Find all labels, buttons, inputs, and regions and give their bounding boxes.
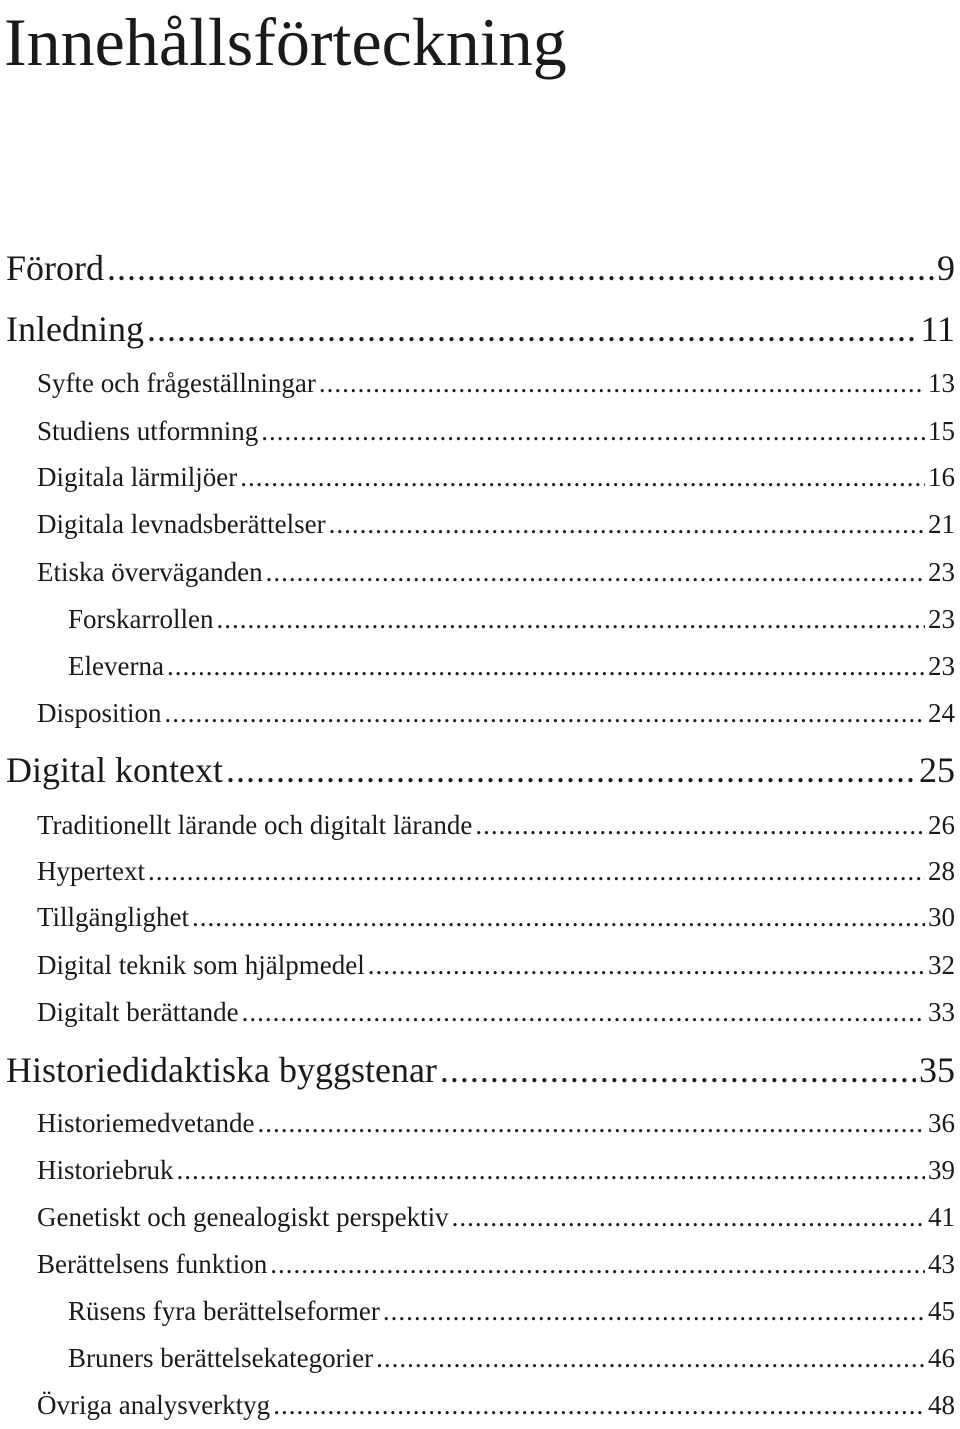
toc-entry-traditionellt-larande[interactable] <box>37 808 955 842</box>
toc-entry-page: 41 <box>928 1202 955 1232</box>
toc-entry-historiemedvetande[interactable] <box>37 1106 955 1140</box>
toc-entry-label: Övriga analysverktyg <box>37 1390 271 1420</box>
dot-leader <box>240 460 925 494</box>
toc-entry-label: Eleverna <box>68 651 164 681</box>
toc-entry-label: Traditionellt lärande och digitalt lärande <box>37 810 473 840</box>
toc-entry-historiebruk[interactable] <box>37 1153 955 1187</box>
toc-entry-page: 21 <box>928 509 955 539</box>
toc-entry-digitala-larmiljoer[interactable] <box>37 460 955 494</box>
toc-entry-page: 33 <box>928 997 955 1027</box>
toc-entry-page: 43 <box>928 1249 955 1279</box>
dot-leader <box>261 414 925 448</box>
toc-entry-page: 9 <box>937 248 955 288</box>
dot-leader <box>475 808 925 842</box>
dot-leader <box>270 1247 925 1281</box>
dot-leader <box>440 1048 916 1092</box>
toc-entry-page: 25 <box>919 750 955 790</box>
toc-entry-label: Digitalt berättande <box>37 997 239 1027</box>
dot-leader <box>368 948 925 982</box>
toc-entry-digitala-levnadsberattelser[interactable] <box>37 507 955 541</box>
dot-leader <box>452 1200 925 1234</box>
toc-entry-digitalt-berattande[interactable] <box>37 995 955 1029</box>
dot-leader <box>176 1153 925 1187</box>
toc-entry-page: 39 <box>928 1155 955 1185</box>
toc-entry-ovriga-analysverktyg[interactable] <box>37 1388 955 1422</box>
toc-entry-label: Syfte och frågeställningar <box>37 368 316 398</box>
toc-entry-digital-teknik[interactable] <box>37 948 955 982</box>
toc-entry-page: 30 <box>928 902 955 932</box>
toc-entry-label: Etiska överväganden <box>37 557 263 587</box>
toc-entry-hypertext[interactable] <box>37 854 955 888</box>
toc-entry-page: 26 <box>928 810 955 840</box>
toc-entry-studiens-utformning[interactable] <box>37 414 955 448</box>
dot-leader <box>216 602 925 636</box>
dot-leader <box>147 307 917 351</box>
toc-entry-berattelsens-funktion[interactable] <box>37 1247 955 1281</box>
dot-leader <box>242 995 925 1029</box>
toc-entry-page: 15 <box>928 416 955 446</box>
dot-leader <box>319 366 925 400</box>
toc-entry-label: Digitala levnadsberättelser <box>37 509 326 539</box>
toc-entry-label: Digital teknik som hjälpmedel <box>37 950 365 980</box>
toc-entry-label: Bruners berättelsekategorier <box>68 1343 374 1373</box>
toc-entry-historiedidaktiska[interactable] <box>6 1048 955 1092</box>
toc-entry-page: 13 <box>928 368 955 398</box>
toc-entry-page: 16 <box>928 462 955 492</box>
toc-entry-page: 32 <box>928 950 955 980</box>
dot-leader <box>165 696 925 730</box>
toc-entry-page: 46 <box>928 1343 955 1373</box>
dot-leader <box>167 649 925 683</box>
toc-entry-etiska-overvaganden[interactable] <box>37 555 955 589</box>
toc-entry-label: Berättelsens funktion <box>37 1249 268 1279</box>
toc-entry-page: 48 <box>928 1390 955 1420</box>
toc-entry-forord[interactable] <box>6 246 955 290</box>
toc-entry-label: Historiemedvetande <box>37 1108 255 1138</box>
toc-entry-label: Studiens utformning <box>37 416 259 446</box>
toc-entry-label: Historiedidaktiska byggstenar <box>6 1050 437 1090</box>
toc-entry-page: 28 <box>928 856 955 886</box>
dot-leader <box>273 1388 925 1422</box>
dot-leader <box>376 1341 925 1375</box>
dot-leader <box>107 246 934 290</box>
toc-entry-disposition[interactable] <box>37 696 955 730</box>
page-title: Innehållsförteckning <box>4 4 567 80</box>
dot-leader <box>383 1294 925 1328</box>
toc-entry-eleverna[interactable] <box>68 649 955 683</box>
dot-leader <box>148 854 925 888</box>
dot-leader <box>257 1106 925 1140</box>
toc-entry-label: Disposition <box>37 698 162 728</box>
toc-entry-digital-kontext[interactable] <box>6 748 955 792</box>
toc-entry-forskarrollen[interactable] <box>68 602 955 636</box>
toc-entry-bruners-kategorier[interactable] <box>68 1341 955 1375</box>
dot-leader <box>266 555 925 589</box>
toc-entry-rusens-berattelseformer[interactable] <box>68 1294 955 1328</box>
toc-entry-page: 24 <box>928 698 955 728</box>
toc-entry-page: 45 <box>928 1296 955 1326</box>
toc-entry-label: Historiebruk <box>37 1155 174 1185</box>
toc-entry-page: 36 <box>928 1108 955 1138</box>
toc-entry-page: 23 <box>928 651 955 681</box>
toc-entry-label: Förord <box>6 248 104 288</box>
toc-entry-label: Hypertext <box>37 856 145 886</box>
toc-entry-label: Genetiskt och genealogiskt perspektiv <box>37 1202 449 1232</box>
toc-entry-syfte[interactable] <box>37 366 955 400</box>
toc-entry-page: 23 <box>928 557 955 587</box>
toc-entry-page: 23 <box>928 604 955 634</box>
dot-leader <box>192 900 925 934</box>
toc-entry-label: Digital kontext <box>6 750 223 790</box>
toc-entry-label: Digitala lärmiljöer <box>37 462 238 492</box>
toc-entry-tillganglighet[interactable] <box>37 900 955 934</box>
toc-entry-label: Forskarrollen <box>68 604 214 634</box>
toc-entry-label: Inledning <box>6 309 144 349</box>
toc-entry-label: Tillgänglighet <box>37 902 190 932</box>
toc-entry-page: 11 <box>920 309 955 349</box>
toc-entry-genetiskt-perspektiv[interactable] <box>37 1200 955 1234</box>
toc-entry-inledning[interactable] <box>6 307 955 351</box>
dot-leader <box>329 507 925 541</box>
toc-entry-label: Rüsens fyra berättelseformer <box>68 1296 380 1326</box>
dot-leader <box>226 748 916 792</box>
toc-entry-page: 35 <box>919 1050 955 1090</box>
